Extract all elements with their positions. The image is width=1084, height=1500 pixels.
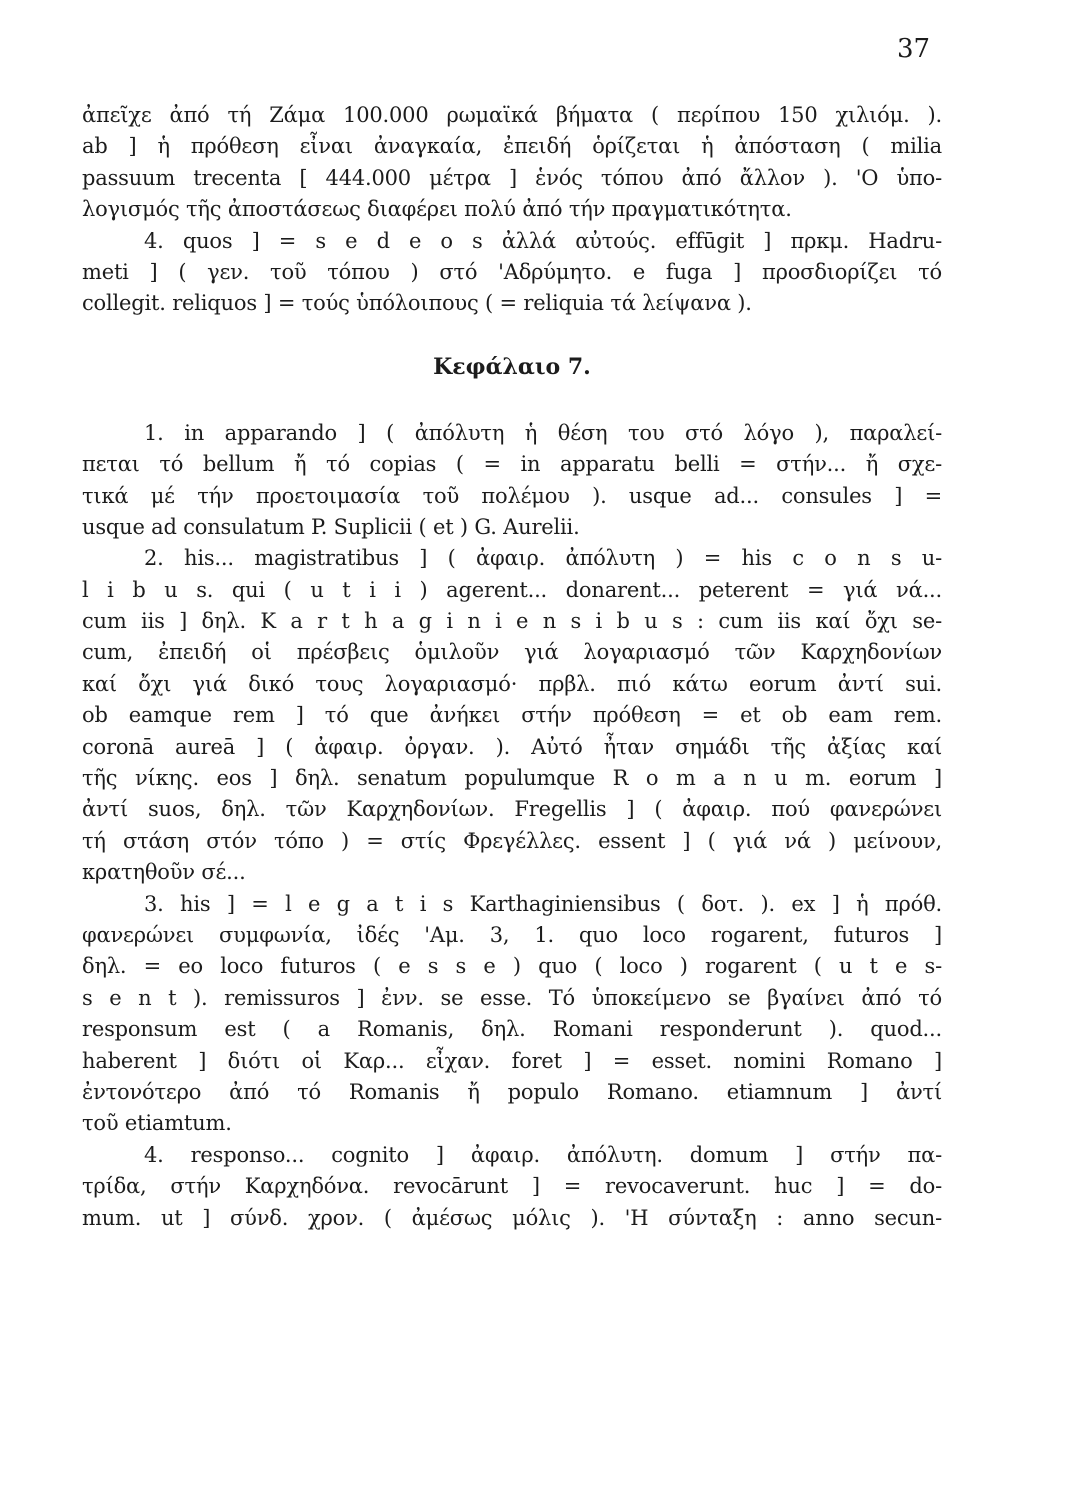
text-line: coronā aureā ] ( ἀφαιρ. ὀργαν. ). Αὐτό ἦταν σημάδι τῆς ἀξίας καί xyxy=(82,734,942,759)
intro-paragraph xyxy=(82,100,942,320)
text-line: 4. quos ] = s e d e o s ἀλλά αὐτούς. effūgit ] πρκμ. Hadru- xyxy=(144,228,942,253)
text-line: 3. his ] = l e g a t i s Karthaginiensibus ( δοτ. ). ex ] ἡ πρόθ. xyxy=(144,891,942,916)
text-line: πεται τό bellum ἤ τό copias ( = in apparatu belli = στήν... ἤ σχε- xyxy=(82,452,942,477)
chapter-heading: Κεφάλαιο 7. xyxy=(433,353,591,380)
text-line: cum, ἐπειδή οἱ πρέσβεις ὁμιλοῦν γιά λογαριασμό τῶν Καρχηδονίων xyxy=(82,640,942,665)
text-line: ἀπεῖχε ἀπό τή Ζάμα 100.000 ρωμαϊκά βήματα ( περίπου 150 χιλιόμ. ). xyxy=(82,103,942,127)
text-line: φανερώνει συμφωνία, ἰδές 'Αμ. 3, 1. quo loco rogarent, futuros ] xyxy=(82,922,942,947)
text-line: responsum est ( a Romanis, δηλ. Romani responderunt ). quod... xyxy=(82,1017,942,1042)
text-line: mum. ut ] σύνδ. χρον. ( ἀμέσως μόλις ). 'Η σύνταξη : anno secun- xyxy=(82,1205,942,1230)
text-line: cum iis ] δηλ. K a r t h a g i n i e n s i b u s : cum iis καί ὄχι se- xyxy=(82,609,942,634)
text-line: l i b u s. qui ( u t i i ) agerent... donarent... peterent = γιά νά... xyxy=(82,577,942,602)
page-number: 37 xyxy=(897,34,931,64)
page-body xyxy=(82,100,942,1234)
text-line: καί ὄχι γιά δικό τους λογαριασμό· πρβλ. πιό κάτω eorum ἀντί sui. xyxy=(82,671,942,696)
text-line: δηλ. = eo loco futuros ( e s s e ) quo ( loco ) rogarent ( u t e s- xyxy=(82,954,942,979)
text-line: τοῦ etiamtum. xyxy=(82,1111,232,1136)
text-line: collegit. reliquos ] = τούς ὑπόλοιπους ( = reliquia τά λείψανα ). xyxy=(82,291,752,316)
text-line: λογισμός τῆς ἀποστάσεως διαφέρει πολύ ἀπό τήν πραγματικότητα. xyxy=(82,197,792,222)
text-line: haberent ] διότι οἱ Καρ... εἶχαν. foret ] = esset. nomini Romano ] xyxy=(82,1048,942,1073)
text-line: ἀντί suos, δηλ. τῶν Καρχηδονίων. Fregellis ] ( ἀφαιρ. πού φανερώνει xyxy=(82,797,942,822)
text-line: ἐντονότερο ἀπό τό Romanis ἤ populo Romano. etiamnum ] ἀντί xyxy=(82,1079,942,1104)
text-line: s e n t ). remissuros ] ἐνν. se esse. Τό ὑποκείμενο se βγαίνει ἀπό τό xyxy=(82,985,942,1010)
text-line: τή στάση στόν τόπο ) = στίς Φρεγέλλες. essent ] ( γιά νά ) μείνουν, xyxy=(82,828,942,853)
text-line: κρατηθοῦν σέ... xyxy=(82,860,246,885)
text-line: ab ] ἡ πρόθεση εἶναι ἀναγκαία, ἐπειδή ὁρίζεται ἡ ἀπόσταση ( milia xyxy=(82,134,942,159)
text-line: ob eamque rem ] τό que ἀνήκει στήν πρόθεση = et ob eam rem. xyxy=(82,703,942,728)
chapter-notes xyxy=(82,418,942,1234)
text-line: τικά μέ τήν προετοιμασία τοῦ πολέμου ). usque ad... consules ] = xyxy=(82,483,942,508)
text-line: meti ] ( γεν. τοῦ τόπου ) στό 'Αδρύμητο. e fuga ] προσδιορίζει τό xyxy=(82,259,942,284)
text-line: passuum trecenta [ 444.000 μέτρα ] ἑνός τόπου ἀπό ἄλλον ). 'Ο ὑπο- xyxy=(82,165,942,190)
text-line: τρίδα, στήν Καρχηδόνα. revocārunt ] = revocaverunt. huc ] = do- xyxy=(82,1174,942,1199)
text-line: usque ad consulatum P. Suplicii ( et ) G. Aurelii. xyxy=(82,514,580,539)
text-line: 1. in apparando ] ( ἀπόλυτη ἡ θέση του στό λόγο ), παραλεί- xyxy=(144,420,942,445)
text-line: τῆς νίκης. eos ] δηλ. senatum populumque R o m a n u m. eorum ] xyxy=(82,766,942,791)
text-line: 2. his... magistratibus ] ( ἀφαιρ. ἀπόλυτη ) = his c o n s u- xyxy=(144,546,942,571)
text-line: 4. responso... cognito ] ἀφαιρ. ἀπόλυτη. domum ] στήν πα- xyxy=(144,1142,942,1167)
